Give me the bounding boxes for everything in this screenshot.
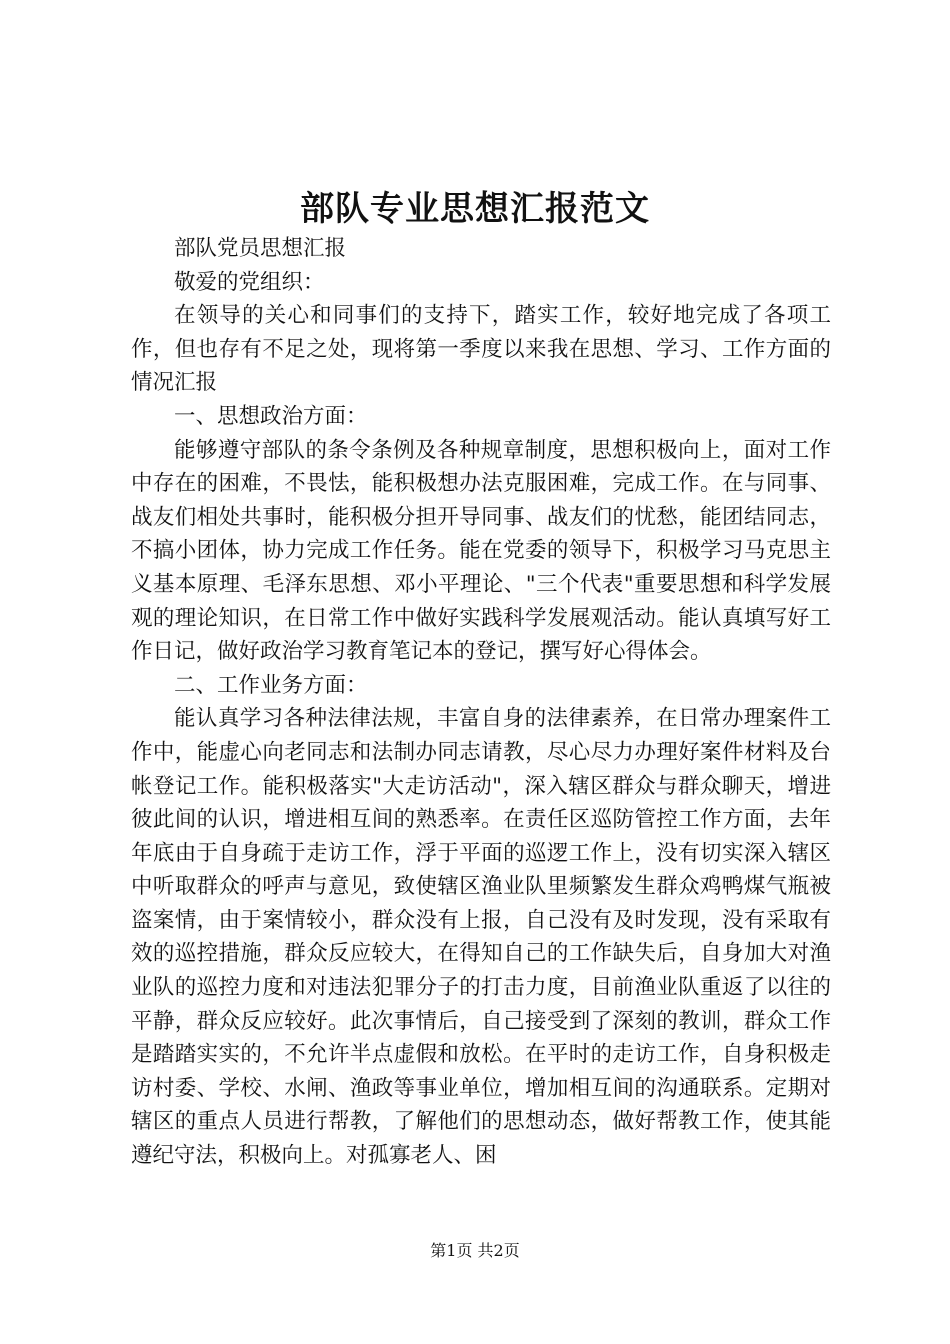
paragraph-heading-report: 部队党员思想汇报 bbox=[174, 236, 347, 261]
paragraph-ideology: 能够遵守部队的条令条例及各种规章制度，思想积极向上，面对工作中存在的困难，不畏怯，能积极想办法克服困难，完成工作。在与同事、战友们相处共事时，能积极分担开导同事、战友们的忧愁，能团结同志，不搞小团体，协力完成工作任务。能在党委的领导下，积极学习马克思主义基本原理、毛泽东思想、邓小平理论、"三个代表"重要思想和科学发展观的理论知识，在日常工作中做好实践科学发展观活动。能认真填写好工作日记，做好政治学习教育笔记本的登记，撰写好心得体会。 bbox=[131, 437, 831, 665]
section-heading-work: 二、工作业务方面： bbox=[174, 672, 368, 698]
page-footer: 第1页 共2页 bbox=[430, 1241, 520, 1260]
document-title: 部队专业思想汇报范文 bbox=[300, 189, 650, 229]
document-body bbox=[131, 232, 831, 1173]
section-heading-ideology: 一、思想政治方面： bbox=[174, 403, 368, 429]
paragraph-intro: 在领导的关心和同事们的支持下，踏实工作，较好地完成了各项工作，但也存有不足之处，现将第一季度以来我在思想、学习、工作方面的情况汇报 bbox=[131, 303, 831, 396]
paragraph-work: 能认真学习各种法律法规，丰富自身的法律素养，在日常办理案件工作中，能虚心向老同志和法制办同志请教，尽心尽力办理好案件材料及台帐登记工作。能积极落实"大走访活动"，深入辖区群众与群众聊天，增进彼此间的认识，增进相互间的熟悉率。在责任区巡防管控工作方面，去年年底由于自身疏于走访工作，浮于平面的巡逻工作上，没有切实深入辖区中听取群众的呼声与意见，致使辖区渔业队里频繁发生群众鸡鸭煤气瓶被盗案情，由于案情较小，群众没有上报，自己没有及时发现，没有采取有效的巡控措施，群众反应较大，在得知自己的工作缺失后，自身加大对渔业队的巡控力度和对违法犯罪分子的打击力度，目前渔业队重返了以往的平静，群众反应较好。此次事情后，自己接受到了深刻的教训，群众工作是踏踏实实的，不允许半点虚假和放松。在平时的走访工作，自身积极走访村委、学校、水闸、渔政等事业单位，增加相互间的沟通联系。定期对辖区的重点人员进行帮教，了解他们的思想动态，做好帮教工作，使其能遵纪守法，积极向上。对孤寡老人、困 bbox=[131, 706, 831, 1169]
paragraph-salutation: 敬爱的党组织： bbox=[174, 269, 325, 295]
